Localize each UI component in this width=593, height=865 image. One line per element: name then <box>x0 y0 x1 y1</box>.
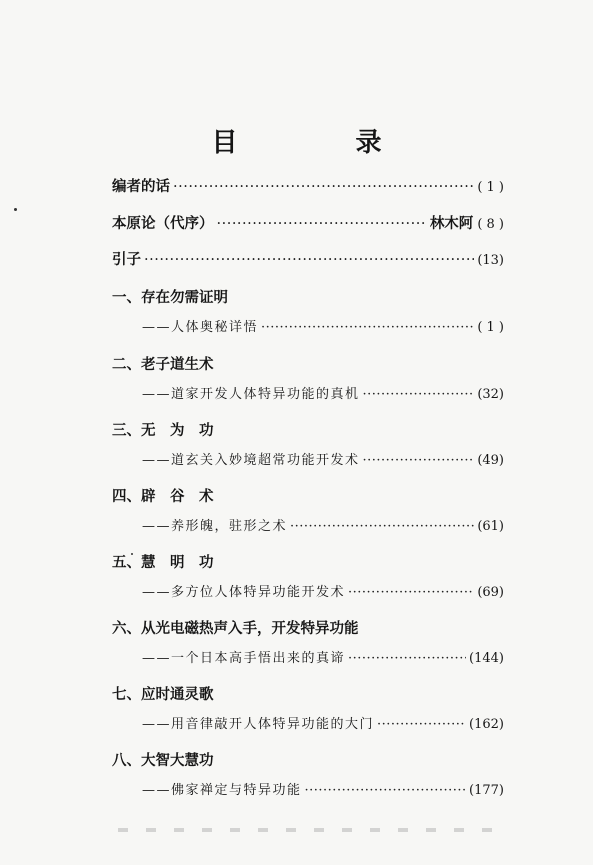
toc-entry-subtitle: ——一个日本高手悟出来的真谛 <box>142 651 346 666</box>
dot-leader <box>363 384 475 406</box>
toc-entry-subtitle: ——佛家禅定与特异功能 <box>142 783 302 798</box>
toc-entry <box>112 176 504 198</box>
toc-page-number: ( 1 ) <box>477 320 504 335</box>
toc-entry-label: 引子 <box>112 251 141 268</box>
dot-leader <box>173 176 474 198</box>
toc-chapter-label: 六、从光电磁热声入手，开发特异功能 <box>112 620 359 637</box>
toc-entry <box>112 780 504 802</box>
toc-chapter-label: 三、无 为 功 <box>112 422 214 439</box>
toc-entry-subtitle: ——道家开发人体特异功能的真机 <box>142 387 360 402</box>
toc-entry <box>112 714 504 736</box>
toc-entry <box>112 213 504 235</box>
toc-chapter-label: 一、存在勿需证明 <box>112 289 228 306</box>
toc-chapter-label: 八、大智大慧功 <box>112 752 214 769</box>
toc-entry-subtitle: ——道玄关入妙境超常功能开发术 <box>142 453 360 468</box>
dot-leader <box>261 317 474 339</box>
toc-entry-subtitle: ——人体奥秘详悟 <box>142 320 259 335</box>
toc-chapter-label: 四、辟 谷 术 <box>112 488 214 505</box>
page-title: 目 录 <box>211 128 428 158</box>
dot-leader <box>348 582 474 604</box>
table-of-contents <box>112 176 504 802</box>
dot-leader <box>144 249 474 271</box>
dot-leader <box>290 516 474 538</box>
toc-entry-label: 编者的话 <box>112 178 170 195</box>
dot-leader <box>363 450 475 472</box>
toc-entry <box>112 317 504 339</box>
toc-entry-label: 本原论（代序） <box>112 215 214 232</box>
toc-page-number: (177) <box>469 783 504 798</box>
toc-entry-author: 林木阿 <box>429 215 474 232</box>
dot-leader <box>305 780 467 802</box>
toc-chapter-heading <box>112 486 504 508</box>
toc-chapter-heading <box>112 750 504 772</box>
toc-page-number: (69) <box>477 585 504 600</box>
toc-entry <box>112 249 504 271</box>
toc-chapter-label: 五、慧 明 功 <box>112 554 214 571</box>
toc-page-number: (61) <box>477 519 504 534</box>
toc-chapter-heading <box>112 287 504 309</box>
dot-leader <box>377 714 466 736</box>
scan-speck <box>14 208 17 211</box>
toc-entry <box>112 516 504 538</box>
toc-entry-subtitle: ——用音律敲开人体特异功能的大门 <box>142 717 375 732</box>
toc-chapter-label: 二、老子道生术 <box>112 356 214 373</box>
toc-chapter-heading <box>112 618 504 640</box>
toc-entry <box>112 450 504 472</box>
toc-page-number: (13) <box>477 253 504 268</box>
toc-entry-subtitle: ——养形魄，驻形之术 <box>142 519 288 534</box>
toc-chapter-heading <box>112 552 504 574</box>
toc-page-number: (162) <box>469 717 504 732</box>
toc-entry <box>112 384 504 406</box>
dot-leader <box>348 648 466 670</box>
toc-entry-subtitle: ——多方位人体特异功能开发术 <box>142 585 346 600</box>
toc-chapter-heading <box>112 684 504 706</box>
toc-page-number: ( 8 ) <box>477 217 504 232</box>
scan-bleed-through <box>118 828 508 832</box>
toc-page-number: (32) <box>477 387 504 402</box>
toc-chapter-label: 七、应时通灵歌 <box>112 686 214 703</box>
toc-page-number: (144) <box>469 651 504 666</box>
toc-chapter-heading <box>112 354 504 376</box>
toc-entry <box>112 648 504 670</box>
toc-chapter-heading <box>112 420 504 442</box>
toc-page-number: (49) <box>477 453 504 468</box>
toc-entry <box>112 582 504 604</box>
toc-page-number: ( 1 ) <box>477 180 504 195</box>
dot-leader <box>217 213 427 235</box>
